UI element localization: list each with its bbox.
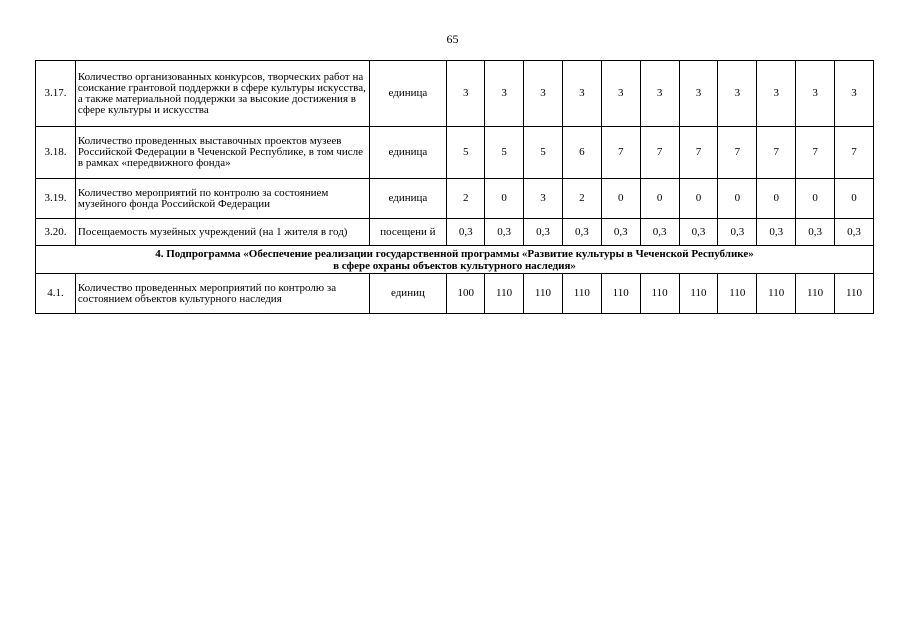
value-cell: 5 bbox=[524, 127, 563, 179]
value-cell: 0,3 bbox=[601, 219, 640, 246]
value-cell: 0 bbox=[835, 179, 874, 219]
table-row bbox=[36, 127, 874, 179]
value-cell: 3 bbox=[601, 61, 640, 127]
value-cell: 110 bbox=[601, 274, 640, 314]
indicator-name: Количество проведенных выставочных проектов музеев Российской Федерации в Чеченской Республике, в том числе в рамках «передвижного фонда» bbox=[75, 127, 369, 179]
value-cell: 3 bbox=[562, 61, 601, 127]
page-number: 65 bbox=[446, 32, 459, 46]
value-cell: 3 bbox=[679, 61, 718, 127]
value-cell: 7 bbox=[796, 127, 835, 179]
value-cell: 0 bbox=[679, 179, 718, 219]
value-cell: 110 bbox=[485, 274, 524, 314]
table-row bbox=[36, 179, 874, 219]
value-cell: 0,3 bbox=[562, 219, 601, 246]
value-cell: 0,3 bbox=[524, 219, 563, 246]
row-number: 3.20. bbox=[36, 219, 76, 246]
value-cell: 7 bbox=[601, 127, 640, 179]
value-cell: 7 bbox=[718, 127, 757, 179]
table-row bbox=[36, 219, 874, 246]
unit-of-measure: единица bbox=[369, 179, 447, 219]
value-cell: 0 bbox=[485, 179, 524, 219]
value-cell: 7 bbox=[757, 127, 796, 179]
indicator-name: Количество проведенных мероприятий по контролю за состоянием объектов культурного наследия bbox=[75, 274, 369, 314]
value-cell: 7 bbox=[640, 127, 679, 179]
value-cell: 3 bbox=[835, 61, 874, 127]
value-cell: 7 bbox=[835, 127, 874, 179]
value-cell: 0,3 bbox=[757, 219, 796, 246]
value-cell: 3 bbox=[640, 61, 679, 127]
table-row bbox=[36, 61, 874, 127]
indicator-name: Посещаемость музейных учреждений (на 1 жителя в год) bbox=[75, 219, 369, 246]
value-cell: 0,3 bbox=[835, 219, 874, 246]
subprogram-title-line-1: 4. Подпрограмма «Обеспечение реализации государственной программы «Развитие культуры в Чеченской Республике» bbox=[155, 247, 754, 260]
value-cell: 0,3 bbox=[485, 219, 524, 246]
value-cell: 3 bbox=[757, 61, 796, 127]
value-cell: 110 bbox=[562, 274, 601, 314]
value-cell: 110 bbox=[835, 274, 874, 314]
value-cell: 0,3 bbox=[447, 219, 485, 246]
row-number: 3.18. bbox=[36, 127, 76, 179]
unit-of-measure: единица bbox=[369, 127, 447, 179]
row-number: 3.19. bbox=[36, 179, 76, 219]
value-cell: 2 bbox=[562, 179, 601, 219]
indicator-name: Количество организованных конкурсов, творческих работ на соискание грантовой поддержки в сфере культуры искусства, а также материальной поддержки за высокие достижения в сфере культуры и искусства bbox=[75, 61, 369, 127]
value-cell: 3 bbox=[718, 61, 757, 127]
value-cell: 0,3 bbox=[718, 219, 757, 246]
value-cell: 110 bbox=[718, 274, 757, 314]
row-number: 3.17. bbox=[36, 61, 76, 127]
value-cell: 0 bbox=[796, 179, 835, 219]
value-cell: 3 bbox=[447, 61, 485, 127]
value-cell: 0 bbox=[757, 179, 796, 219]
unit-of-measure: единиц bbox=[369, 274, 447, 314]
value-cell: 3 bbox=[524, 179, 563, 219]
value-cell: 110 bbox=[640, 274, 679, 314]
value-cell: 7 bbox=[679, 127, 718, 179]
value-cell: 100 bbox=[447, 274, 485, 314]
value-cell: 3 bbox=[524, 61, 563, 127]
table-row bbox=[36, 274, 874, 314]
value-cell: 110 bbox=[796, 274, 835, 314]
value-cell: 110 bbox=[524, 274, 563, 314]
row-number: 4.1. bbox=[36, 274, 76, 314]
indicator-name: Количество мероприятий по контролю за состоянием музейного фонда Российской Федерации bbox=[75, 179, 369, 219]
subprogram-title-line-2: в сфере охраны объектов культурного наследия» bbox=[333, 259, 576, 272]
value-cell: 5 bbox=[485, 127, 524, 179]
indicators-table bbox=[35, 60, 874, 314]
value-cell: 5 bbox=[447, 127, 485, 179]
value-cell: 3 bbox=[485, 61, 524, 127]
value-cell: 0 bbox=[718, 179, 757, 219]
unit-of-measure: посещени й bbox=[369, 219, 447, 246]
value-cell: 0,3 bbox=[679, 219, 718, 246]
subprogram-header-row bbox=[36, 246, 874, 274]
unit-of-measure: единица bbox=[369, 61, 447, 127]
subprogram-title bbox=[36, 246, 874, 274]
value-cell: 0,3 bbox=[640, 219, 679, 246]
value-cell: 2 bbox=[447, 179, 485, 219]
value-cell: 0 bbox=[640, 179, 679, 219]
value-cell: 110 bbox=[757, 274, 796, 314]
value-cell: 0,3 bbox=[796, 219, 835, 246]
value-cell: 0 bbox=[601, 179, 640, 219]
value-cell: 6 bbox=[562, 127, 601, 179]
value-cell: 3 bbox=[796, 61, 835, 127]
value-cell: 110 bbox=[679, 274, 718, 314]
